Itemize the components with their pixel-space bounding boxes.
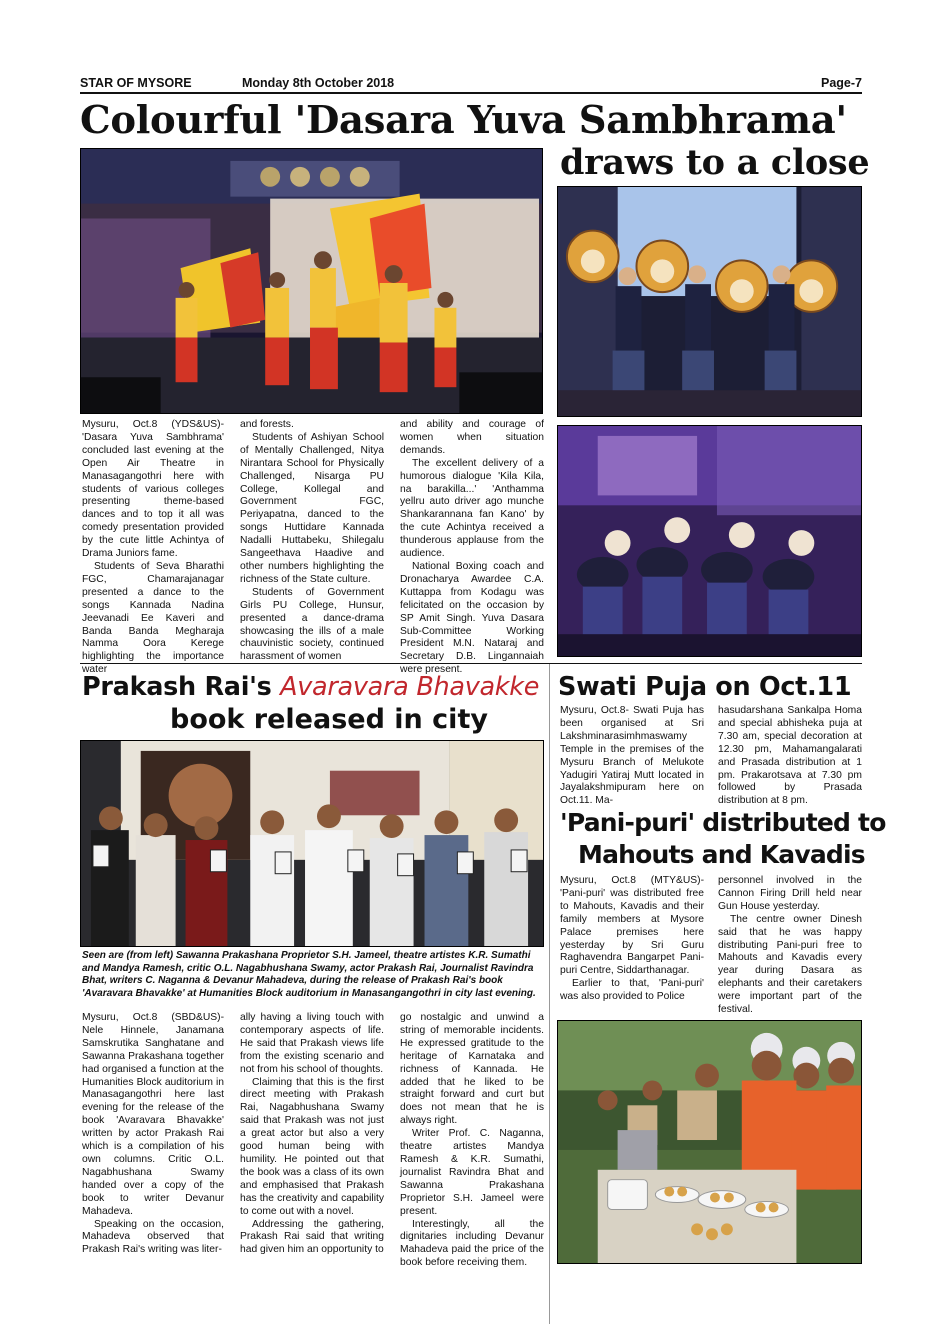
story1-headline-line2: draws to a close [560,142,870,183]
story1-column-1 [82,419,224,677]
story1-col2-para3: Students of Government Girls PU College, Hunsur, presented a dance-drama showcasing the ills of a male chauvinistic society, continued harassment of women [240,586,384,663]
masthead [80,76,862,94]
story2-headline-line2: book released in city [170,704,488,735]
story1-col1-para2: Students of Seva Bharathi FGC, Chamarajanagar presented a dance to the songs Kannada Nadina Jeevanadi Ee Kaveri and Banda Banda Megharaja Namma Oora Kerege highlighting the importance water [82,560,224,676]
story1-column-2 [240,419,384,664]
story2-col2-para1: ally having a living touch with contemporary aspects of life. He said that Prakash views life from the existing scenario and not from his school of thoughts. [240,1012,384,1075]
pani-puri-illustration [558,1021,861,1263]
story4-column-1 [560,875,704,1004]
story2-column-2 [240,1012,384,1257]
photo-dasara-flag-dance [80,148,543,414]
section-divider [80,663,862,664]
story4-column-2 [718,875,862,1017]
story1-col2-para2: Students of Ashiyan School of Mentally Challenged, Nitya Nirantara School for Physically Challenged, Nisarga PU College, Kollegal and Government FGC, Periyapatna, danced to the songs Huttidare Kannada Nadalli Huttabeku, Shilegalu Sangeethava Haadive and other numbers highlighting the richness of the State culture. [240,431,384,585]
story4-col2-para1: personnel involved in the Cannon Firing Drill held near Gun House yesterday. [718,875,862,912]
lion-mask-illustration [558,187,861,416]
story1-headline-line1: Colourful 'Dasara Yuva Sambhrama' [80,98,847,143]
bowing-dancers-illustration [558,426,861,656]
story3-col2-para1: hasudarshana Sankalpa Homa and special abhisheka puja at 7.30 am, special decoration at 12.30 pm, Mahamangalarati and Prasada distribution at 1 pm. Prakarotsava at 7.30 pm followed by Prasada distribution at 8 pm. [718,705,862,807]
story2-column-3 [400,1012,544,1270]
photo-book-release [80,740,544,947]
column-divider [549,664,550,1324]
story1-col3-para3: National Boxing coach and Dronacharya Awardee C.A. Kuttappa from Kodagu was felicitated on the occasion by SP Amit Singh. Yuva Dasara Sub-Committee Working President M.N. Nataraj and Secretary D.B. Lingannaiah were present. [400,560,544,676]
photo-pani-puri-distribution [557,1020,862,1264]
story2-headline-book-title: Avaravara Bhavakke [280,672,540,702]
story3-headline: Swati Puja on Oct.11 [558,672,852,702]
story4-col1-para2: Earlier to that, 'Pani-puri' was also provided to Police [560,978,704,1003]
story2-col2-para3: Addressing the gathering, Prakash Rai said that writing had given him an opportunity to [240,1218,384,1256]
story1-column-3 [400,419,544,677]
story3-column-2 [718,705,862,808]
newspaper-name: STAR OF MYSORE [80,76,192,90]
photo-lion-mask-dance [557,186,862,417]
story2-col1-para1: Mysuru, Oct.8 (SBD&US)- Nele Hinnele, Janamana Samskrutika Sanghatane and Sawanna Prakashana together had organised a function at the Humanities Block auditorium in Manasagangothri here last evening for the release of the book 'Avaravara Bhavakke' written by actor Prakash Rai which is a compilation of his own columns. Critic O.L. Nagabhushana Swamy handed over a copy of the book to writer Devanur Mahadeva. [82,1012,224,1217]
story1-col1-para1: Mysuru, Oct.8 (YDS&US)- 'Dasara Yuva Sambhrama' concluded last evening at the Open Air Theatre in Manasagangothri here with students of various colleges presenting theme-based dances and to top it all was comedy presentation provided by the cute little Achintya of Drama Juniors fame. [82,419,224,560]
photo-bowing-dancers [557,425,862,657]
story4-headline-line2: Mahouts and Kavadis [578,840,865,869]
story2-col3-para1: go nostalgic and unwind a string of memorable incidents. He expressed gratitude to the heritage of Karnataka and richness of Kannada. He added that he liked to be straight forward and curt but does not mean that he is always right. [400,1012,544,1127]
story3-col1-para1: Mysuru, Oct.8- Swati Puja has been organised at Sri Lakshminarasimhmaswamy Temple in the premises of the Mysuru Branch of Melukote Yadugiri Yatiraj Mutt located in Jayalakshmipuram here on Oct.11. Ma- [560,705,704,807]
photo-caption: Seen are (from left) Sawanna Prakashana Proprietor S.H. Jameel, theatre artistes K.R. Sumathi and Mandya Ramesh, critic O.L. Nagabhushana Swamy, actor Prakash Rai, Journalist Ravindra Bhat, writers C. Naganna & Devanur Mahadeva, during the release of Prakash Rai's book 'Avaravara Bhavakke' at Humanities Block auditorium in Manasangangothri in city last evening. [82,950,536,1000]
story1-col2-para1: and forests. [240,419,294,430]
issue-date: Monday 8th October 2018 [242,76,395,90]
story4-col1-para1: Mysuru, Oct.8 (MTY&US)- 'Pani-puri' was distributed free to Mahouts, Kavadis and their family members at Mysore Palace premises here yesterday by Sri Guru Raghavendra Bangarpet Pani-puri Centre, Siddarthanagar. [560,875,704,977]
story4-col2-para2: The centre owner Dinesh said that he was happy distributing Pani-puri free to Mahouts and Kavadis every year during Dasara as elephants and their caretakers were important part of the festival. [718,913,862,1016]
story1-col3-para1: and ability and courage of women when situation demands. [400,419,544,456]
story4-headline-line1: 'Pani-puri' distributed to [560,808,886,837]
story3-column-1 [560,705,704,808]
story2-col2-para2: Claiming that this is the first direct meeting with Prakash Rai, Nagabhushana Swamy said that Prakash was not just a great actor but also a very good human being with humility. He pointed out that the book was a class of its own and emphasised that Prakash has the creativity and capability to come out with a novel. [240,1076,384,1217]
story2-headline-part1: Prakash Rai's [82,672,281,702]
story2-col3-para3: Interestingly, all the dignitaries including Devanur Mahadeva paid the price of the book before receiving them. [400,1218,544,1269]
flag-dance-illustration [81,149,542,413]
page-number: Page-7 [821,76,862,90]
book-release-illustration [81,741,543,946]
story2-col3-para2: Writer Prof. C. Naganna, theatre artistes Mandya Ramesh & K.R. Sumathi, journalist Ravindra Bhat and Sawanna Prakashana Proprietor S.H. Jameel were present. [400,1128,544,1217]
story2-headline-line1 [82,672,539,702]
story2-col1-para2: Speaking on the occasion, Mahadeva observed that Prakash Rai's writing was liter- [82,1218,224,1256]
story2-column-1 [82,1012,224,1257]
story1-col3-para2: The excellent delivery of a humorous dialogue 'Kila Kila, na barakilla...' 'Anthamma yellru auto driver ago munche Shankarannana fan Kano' by the cute Achintya received a thunderous applause from the audience. [400,457,544,560]
